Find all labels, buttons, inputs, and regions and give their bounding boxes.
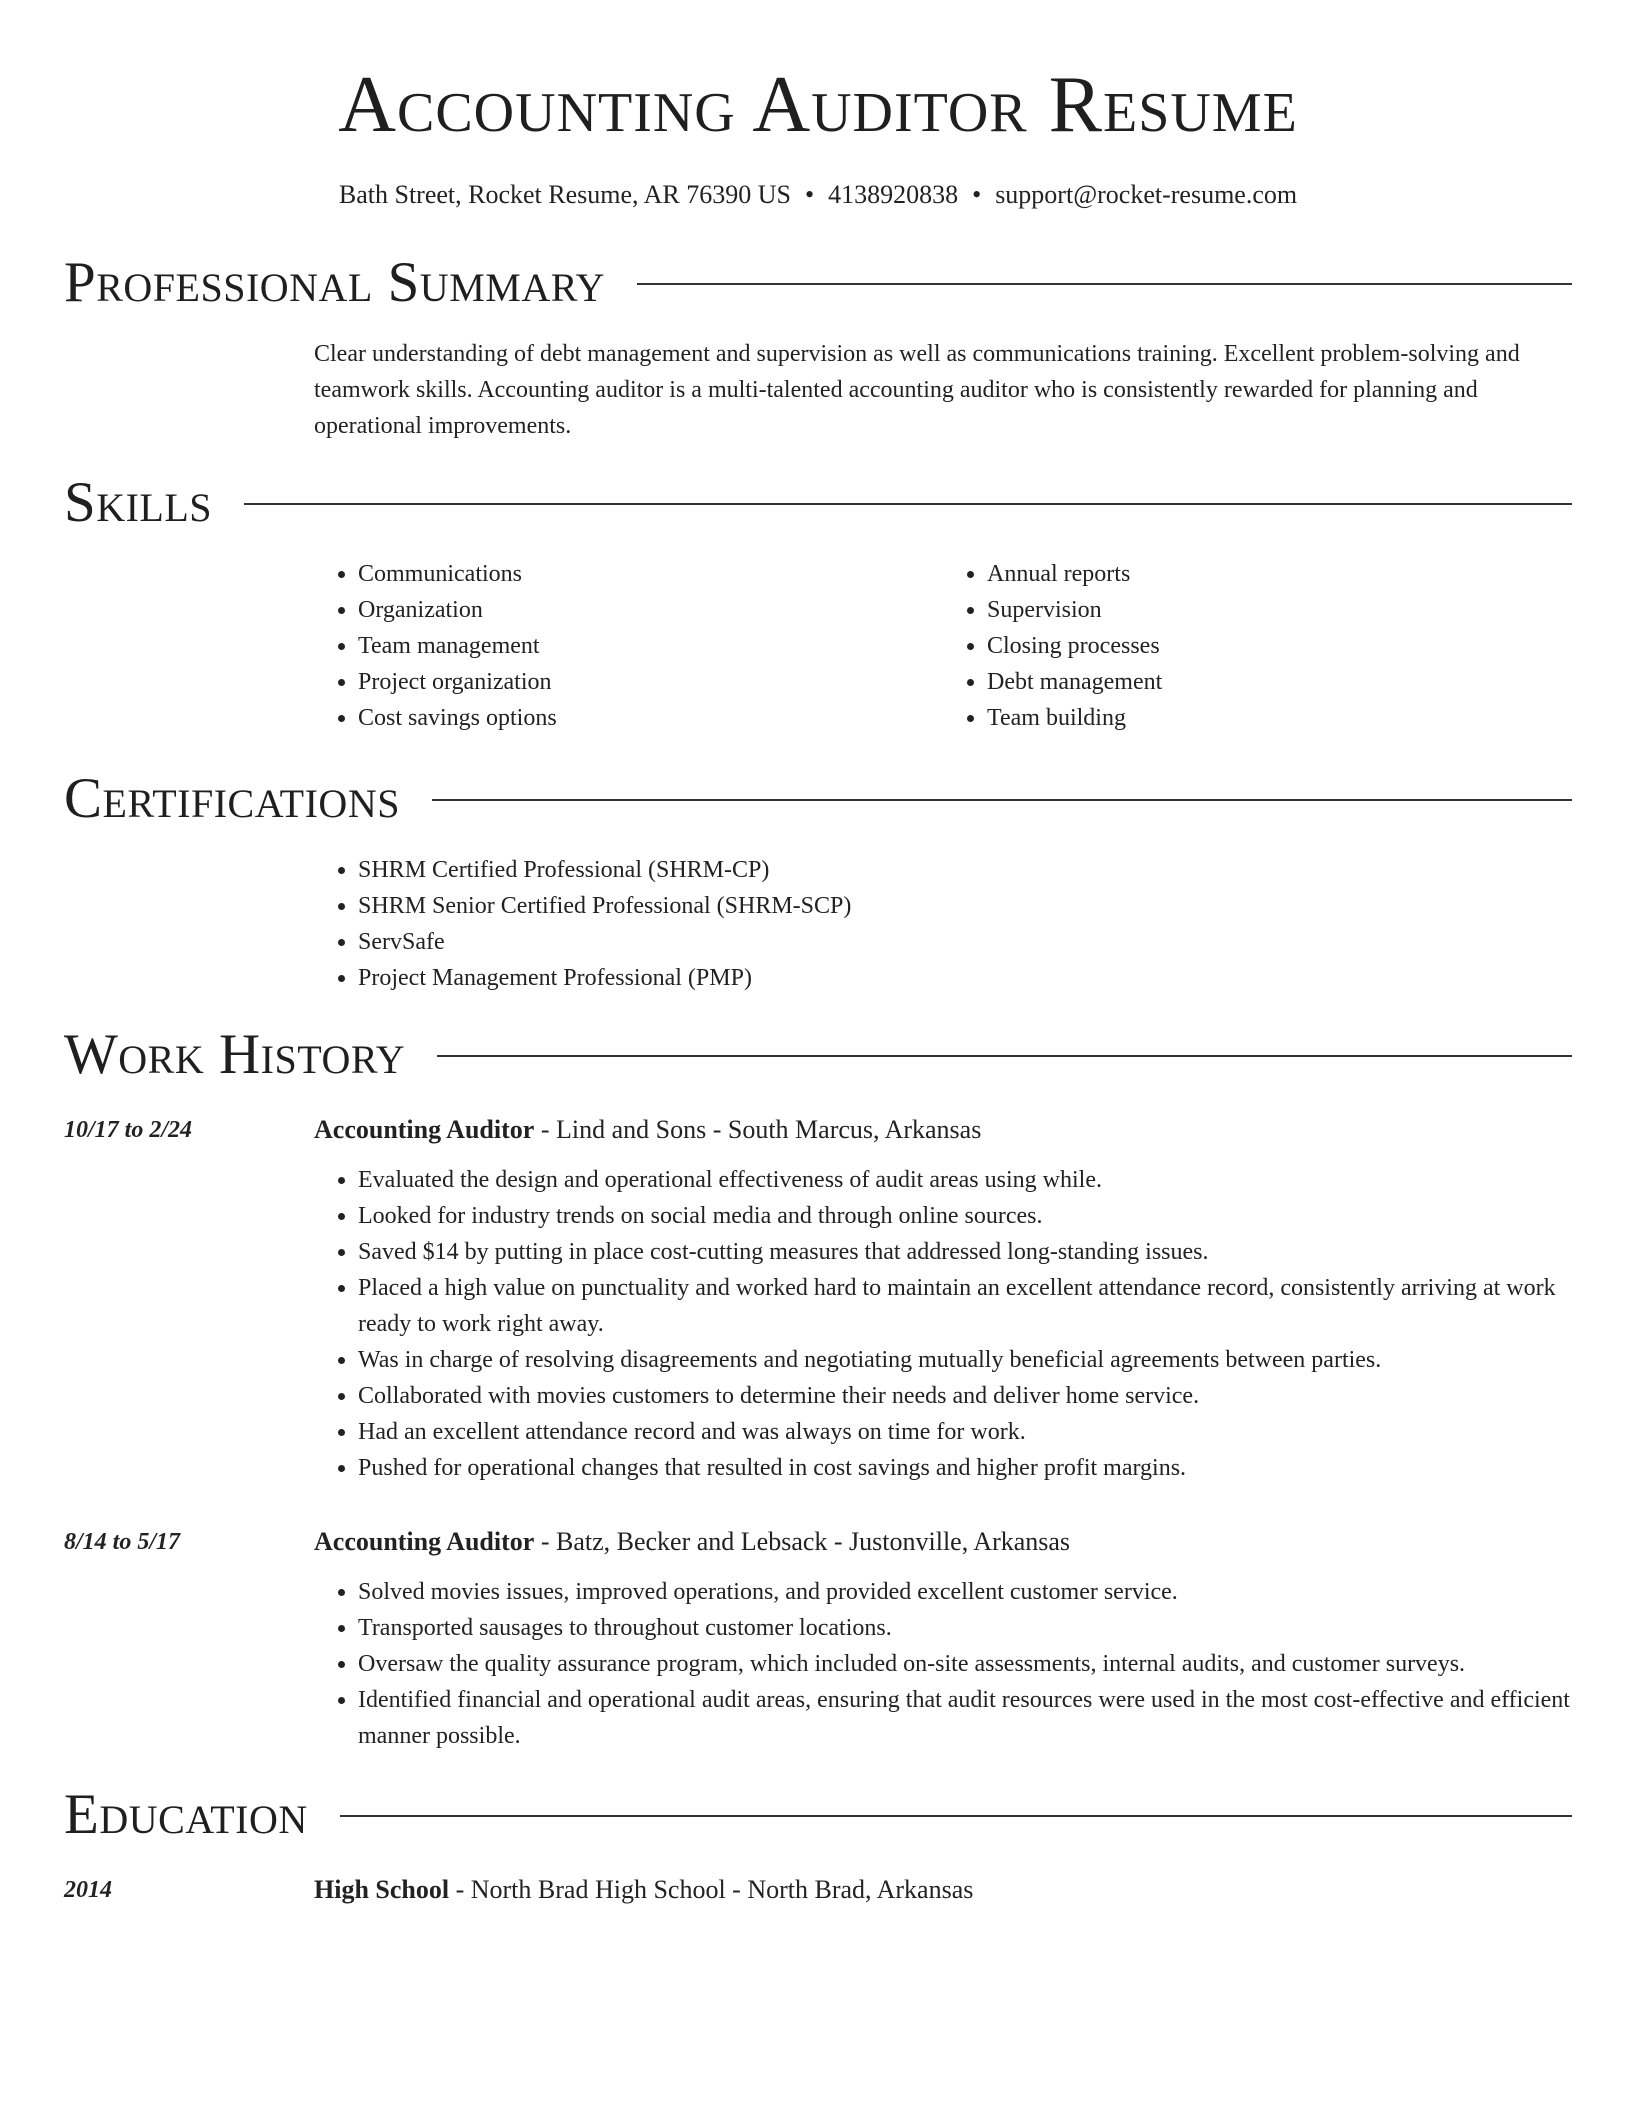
job-entry	[64, 1112, 1572, 1486]
job-dates: 10/17 to 2/24	[64, 1117, 193, 1143]
education-school: - North Brad High School - North Brad, Arkansas	[449, 1875, 974, 1904]
job-bullets	[314, 1574, 1572, 1754]
job-entry	[64, 1524, 1572, 1754]
skill-item: • Communications	[358, 556, 943, 592]
summary-section-header	[64, 248, 1572, 318]
job-title: Accounting Auditor	[314, 1115, 535, 1144]
section-divider	[340, 1815, 1572, 1817]
job-bullet: • Looked for industry trends on social media and through online sources.	[358, 1198, 1572, 1234]
skill-item: • Project organization	[358, 664, 943, 700]
contact-line	[64, 178, 1572, 212]
education-section-header	[64, 1780, 1572, 1850]
certifications-heading: Certifications	[64, 767, 400, 830]
job-bullet: • Placed a high value on punctuality and worked hard to maintain an excellent attendance record, consistently arriving at work ready to work right away.	[358, 1270, 1572, 1342]
education-heading-line	[314, 1872, 973, 1908]
education-year: 2014	[64, 1877, 112, 1903]
resume-title: Accounting Auditor Resume	[338, 61, 1298, 149]
skills-section-header	[64, 468, 1572, 538]
job-bullet: • Solved movies issues, improved operations, and provided excellent customer service.	[358, 1574, 1572, 1610]
job-bullet: • Pushed for operational changes that resulted in cost savings and higher profit margins.	[358, 1450, 1572, 1486]
job-dates: 8/14 to 5/17	[64, 1529, 181, 1555]
work-section-header	[64, 1020, 1572, 1090]
summary-heading: Professional Summary	[64, 251, 606, 314]
skills-list	[314, 556, 1572, 736]
skill-item: • Team building	[987, 700, 1572, 736]
contact-separator: •	[972, 180, 982, 209]
skill-item: • Closing processes	[987, 628, 1572, 664]
job-bullet: • Oversaw the quality assurance program, which included on-site assessments, internal audits, and customer surveys.	[358, 1646, 1572, 1682]
skill-item: • Supervision	[987, 592, 1572, 628]
job-employer: - Batz, Becker and Lebsack - Justonville, Arkansas	[534, 1527, 1071, 1556]
job-bullet: • Collaborated with movies customers to determine their needs and deliver home service.	[358, 1378, 1572, 1414]
certifications-section-header	[64, 764, 1572, 834]
certification-item: • SHRM Senior Certified Professional (SHRM-SCP)	[358, 888, 1572, 924]
job-bullet: • Identified financial and operational audit areas, ensuring that audit resources were used in the most cost-effective and efficient manner possible.	[358, 1682, 1572, 1754]
skill-item: • Team management	[358, 628, 943, 664]
contact-phone: 4138920838	[828, 180, 959, 209]
contact-address: Bath Street, Rocket Resume, AR 76390 US	[338, 180, 791, 209]
section-divider	[637, 283, 1572, 285]
education-entry	[64, 1872, 1572, 1908]
job-employer: - Lind and Sons - South Marcus, Arkansas	[534, 1115, 982, 1144]
job-bullets	[314, 1162, 1572, 1486]
skill-item: • Annual reports	[987, 556, 1572, 592]
summary-text: Clear understanding of debt management and supervision as well as communications training. Excellent problem-solving and teamwork skills. Accounting auditor is a multi-talented accounting auditor who is consistently rewarded for planning and operational improvements.	[314, 341, 1520, 439]
certification-item: • Project Management Professional (PMP)	[358, 960, 1572, 996]
resume-page	[64, 0, 1572, 1908]
skills-column-left	[314, 556, 943, 736]
section-divider	[244, 503, 1572, 505]
job-bullet: • Saved $14 by putting in place cost-cutting measures that addressed long-standing issues.	[358, 1234, 1572, 1270]
work-heading: Work History	[64, 1023, 406, 1086]
job-bullet: • Had an excellent attendance record and was always on time for work.	[358, 1414, 1572, 1450]
contact-email: support@rocket-resume.com	[995, 180, 1298, 209]
certification-item: • ServSafe	[358, 924, 1572, 960]
job-title: Accounting Auditor	[314, 1527, 535, 1556]
education-degree: High School	[314, 1875, 450, 1904]
contact-separator: •	[804, 180, 815, 209]
certifications-list	[314, 852, 1572, 996]
job-heading	[314, 1524, 1572, 1560]
job-bullet: • Was in charge of resolving disagreements and negotiating mutually beneficial agreements between parties.	[358, 1342, 1572, 1378]
job-bullet: • Transported sausages to throughout customer locations.	[358, 1610, 1572, 1646]
skills-column-right	[943, 556, 1572, 736]
skill-item: • Organization	[358, 592, 943, 628]
skill-item: • Debt management	[987, 664, 1572, 700]
education-heading: Education	[64, 1783, 308, 1846]
skills-heading: Skills	[64, 471, 213, 534]
job-bullet: • Evaluated the design and operational effectiveness of audit areas using while.	[358, 1162, 1572, 1198]
certification-item: • SHRM Certified Professional (SHRM-CP)	[358, 852, 1572, 888]
job-heading	[314, 1112, 1572, 1148]
section-divider	[432, 799, 1572, 801]
skill-item: • Cost savings options	[358, 700, 943, 736]
section-divider	[437, 1055, 1572, 1057]
